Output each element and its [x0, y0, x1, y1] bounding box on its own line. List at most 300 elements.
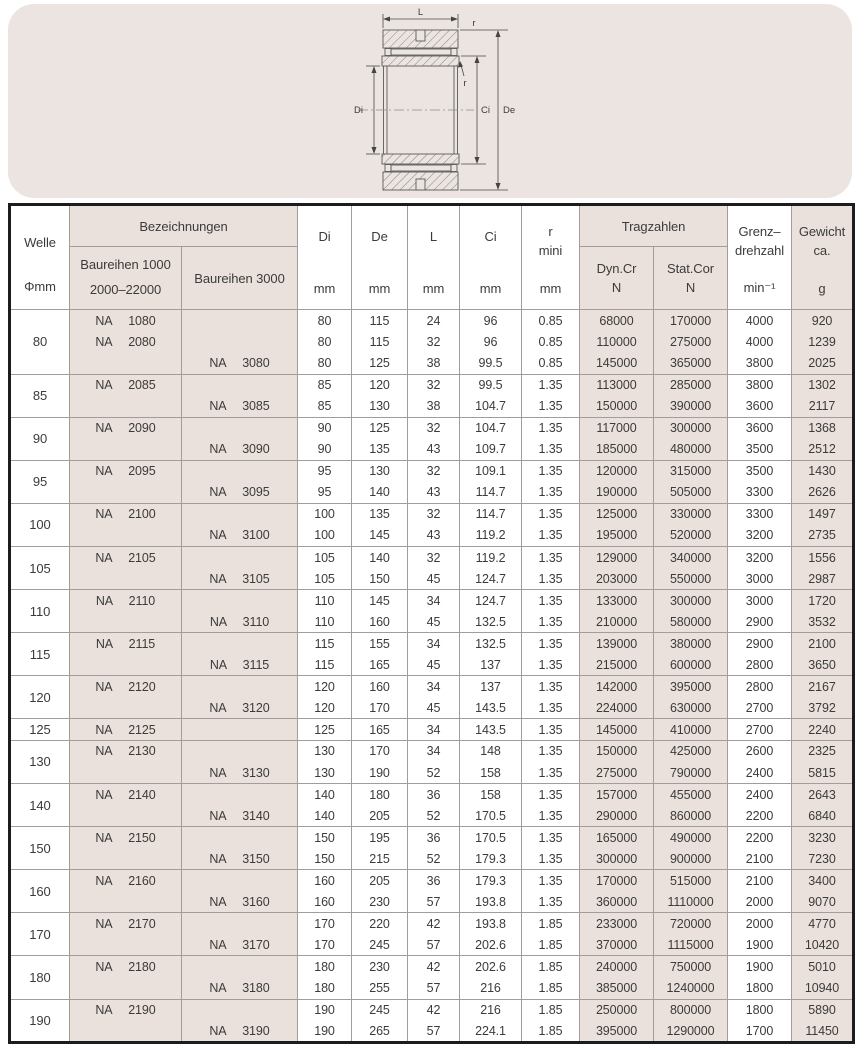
cell-welle: 85 [10, 374, 70, 417]
cell-ci: 224.1 [460, 1021, 522, 1043]
cell-grenz: 3000 [728, 590, 792, 612]
cell-gew: 3230 [792, 827, 854, 849]
cell-l: 52 [408, 805, 460, 827]
cell-l: 36 [408, 784, 460, 806]
cell-de: 125 [352, 353, 408, 375]
cell-gew: 6840 [792, 805, 854, 827]
cell-grenz: 2000 [728, 913, 792, 935]
cell-l: 57 [408, 891, 460, 913]
cell-dyn: 133000 [580, 590, 654, 612]
cell-welle: 150 [10, 827, 70, 870]
cell-di: 95 [298, 460, 352, 482]
cell-stat: 315000 [654, 460, 728, 482]
cell-gew: 4770 [792, 913, 854, 935]
table-body [10, 310, 854, 1043]
cell-de: 115 [352, 331, 408, 353]
cell-ci: 158 [460, 784, 522, 806]
cell-l: 34 [408, 740, 460, 762]
cell-b3000: NA 3130 [182, 762, 298, 784]
cell-ci: 99.5 [460, 353, 522, 375]
cell-b1000: NA 2105 [70, 547, 182, 569]
cell-b3000: NA 3100 [182, 525, 298, 547]
cell-b1000: NA 2120 [70, 676, 182, 698]
cell-grenz: 2000 [728, 891, 792, 913]
cell-b1000: NA 2130 [70, 740, 182, 762]
cell-dyn: 240000 [580, 956, 654, 978]
cell-ci: 96 [460, 310, 522, 332]
cell-l: 32 [408, 417, 460, 439]
cell-grenz: 1700 [728, 1021, 792, 1043]
cell-b1000 [70, 934, 182, 956]
header-bezeichnungen: Bezeichnungen [70, 205, 298, 247]
cell-dyn: 142000 [580, 676, 654, 698]
header-baureihen-3000: Baureihen 3000 [182, 247, 298, 310]
cell-gew: 2512 [792, 439, 854, 461]
cell-b3000: NA 3105 [182, 568, 298, 590]
cell-di: 190 [298, 999, 352, 1021]
cell-di: 150 [298, 848, 352, 870]
header-de [352, 205, 408, 310]
table-row [10, 977, 854, 999]
cell-di: 140 [298, 805, 352, 827]
dim-label-di: Di [354, 105, 363, 116]
cell-r: 1.35 [522, 740, 580, 762]
cell-de: 135 [352, 439, 408, 461]
cell-b1000: NA 2180 [70, 956, 182, 978]
cell-ci: 124.7 [460, 590, 522, 612]
cell-b1000 [70, 654, 182, 676]
cell-di: 85 [298, 374, 352, 396]
cell-l: 32 [408, 460, 460, 482]
cell-l: 57 [408, 1021, 460, 1043]
table-row [10, 417, 854, 439]
cell-dyn: 195000 [580, 525, 654, 547]
cell-dyn: 165000 [580, 827, 654, 849]
cell-dyn: 210000 [580, 611, 654, 633]
cell-ci: 109.1 [460, 460, 522, 482]
cell-grenz: 3500 [728, 439, 792, 461]
cell-r: 1.35 [522, 568, 580, 590]
table-row [10, 590, 854, 612]
cell-l: 36 [408, 827, 460, 849]
cell-de: 145 [352, 525, 408, 547]
cell-r: 1.85 [522, 999, 580, 1021]
cell-dyn: 395000 [580, 1021, 654, 1043]
cell-l: 38 [408, 353, 460, 375]
cell-de: 230 [352, 891, 408, 913]
cell-b1000: NA 2085 [70, 374, 182, 396]
header-dyn-label: Dyn.Cr [596, 260, 637, 276]
cell-l: 38 [408, 396, 460, 418]
cell-grenz: 2400 [728, 762, 792, 784]
cell-de: 165 [352, 719, 408, 741]
cell-r: 1.35 [522, 374, 580, 396]
cell-grenz: 2100 [728, 870, 792, 892]
cell-de: 160 [352, 611, 408, 633]
cell-ci: 132.5 [460, 633, 522, 655]
cell-gew: 1239 [792, 331, 854, 353]
cell-de: 195 [352, 827, 408, 849]
cell-stat: 170000 [654, 310, 728, 332]
header-baureihen1000-line1: Baureihen 1000 [80, 257, 171, 272]
cell-stat: 365000 [654, 353, 728, 375]
table-row [10, 891, 854, 913]
cell-gew: 1497 [792, 503, 854, 525]
cell-welle: 180 [10, 956, 70, 999]
cell-ci: 124.7 [460, 568, 522, 590]
cell-ci: 104.7 [460, 417, 522, 439]
cell-r: 1.35 [522, 482, 580, 504]
cell-ci: 148 [460, 740, 522, 762]
cell-b3000: NA 3140 [182, 805, 298, 827]
cell-stat: 1110000 [654, 891, 728, 913]
cell-ci: 179.3 [460, 848, 522, 870]
cell-dyn: 385000 [580, 977, 654, 999]
cell-l: 42 [408, 913, 460, 935]
cell-dyn: 139000 [580, 633, 654, 655]
bearing-spec-table [8, 203, 855, 1044]
roller-row-top [391, 49, 451, 55]
cell-dyn: 150000 [580, 740, 654, 762]
cell-gew: 2100 [792, 633, 854, 655]
inner-ring-top [382, 56, 459, 66]
cell-ci: 104.7 [460, 396, 522, 418]
cell-b1000: NA 2090 [70, 417, 182, 439]
cell-grenz: 2400 [728, 784, 792, 806]
cell-stat: 580000 [654, 611, 728, 633]
cell-de: 115 [352, 310, 408, 332]
cell-gew: 10420 [792, 934, 854, 956]
cell-stat: 425000 [654, 740, 728, 762]
cell-grenz: 2200 [728, 805, 792, 827]
cell-ci: 114.7 [460, 482, 522, 504]
header-tragzahlen: Tragzahlen [580, 205, 728, 247]
cell-stat: 285000 [654, 374, 728, 396]
cell-de: 220 [352, 913, 408, 935]
lubrication-groove [416, 30, 425, 41]
cell-dyn: 145000 [580, 353, 654, 375]
cell-di: 90 [298, 417, 352, 439]
cell-grenz: 3300 [728, 503, 792, 525]
cell-welle: 105 [10, 547, 70, 590]
table-row [10, 310, 854, 332]
inner-ring-bottom [382, 154, 459, 164]
cell-de: 135 [352, 503, 408, 525]
cell-de: 140 [352, 482, 408, 504]
cell-b1000 [70, 848, 182, 870]
cell-de: 255 [352, 977, 408, 999]
cell-b3000 [182, 913, 298, 935]
cell-b1000: NA 2115 [70, 633, 182, 655]
cell-r: 1.35 [522, 762, 580, 784]
cell-de: 265 [352, 1021, 408, 1043]
cell-b3000: NA 3110 [182, 611, 298, 633]
table-row [10, 827, 854, 849]
cell-l: 43 [408, 525, 460, 547]
cell-grenz: 2900 [728, 633, 792, 655]
cell-grenz: 4000 [728, 310, 792, 332]
cell-stat: 550000 [654, 568, 728, 590]
cell-di: 170 [298, 913, 352, 935]
roller-row-bottom [391, 165, 451, 171]
cell-dyn: 190000 [580, 482, 654, 504]
table-header [10, 205, 854, 310]
cell-gew: 2735 [792, 525, 854, 547]
cell-r: 0.85 [522, 310, 580, 332]
cell-grenz: 3300 [728, 482, 792, 504]
cell-de: 155 [352, 633, 408, 655]
cell-r: 1.35 [522, 654, 580, 676]
table-row [10, 503, 854, 525]
table-row [10, 654, 854, 676]
cell-welle: 170 [10, 913, 70, 956]
cell-b1000 [70, 353, 182, 375]
header-gewicht-line1: Gewicht [798, 224, 846, 239]
drawing-card [8, 4, 852, 198]
cell-dyn: 250000 [580, 999, 654, 1021]
cell-b1000 [70, 762, 182, 784]
cell-dyn: 224000 [580, 697, 654, 719]
cell-stat: 275000 [654, 331, 728, 353]
table-row [10, 913, 854, 935]
cell-de: 245 [352, 999, 408, 1021]
cell-stat: 390000 [654, 396, 728, 418]
cell-dyn: 275000 [580, 762, 654, 784]
cell-stat: 1240000 [654, 977, 728, 999]
header-grenz-unit: min⁻¹ [743, 280, 776, 295]
cell-de: 230 [352, 956, 408, 978]
table-row [10, 439, 854, 461]
cell-stat: 750000 [654, 956, 728, 978]
cell-r: 1.35 [522, 827, 580, 849]
table-row [10, 396, 854, 418]
cell-b1000 [70, 805, 182, 827]
cell-welle: 115 [10, 633, 70, 676]
cell-b3000: NA 3160 [182, 891, 298, 913]
cell-de: 130 [352, 396, 408, 418]
cell-grenz: 2700 [728, 697, 792, 719]
table-row [10, 676, 854, 698]
cell-stat: 520000 [654, 525, 728, 547]
cell-dyn: 157000 [580, 784, 654, 806]
cell-de: 205 [352, 805, 408, 827]
retaining-clip [385, 49, 391, 56]
cell-dyn: 113000 [580, 374, 654, 396]
cell-b3000 [182, 870, 298, 892]
header-welle [10, 205, 70, 310]
cell-welle: 130 [10, 740, 70, 783]
cell-stat: 1290000 [654, 1021, 728, 1043]
cell-di: 100 [298, 525, 352, 547]
cell-de: 215 [352, 848, 408, 870]
cell-grenz: 4000 [728, 331, 792, 353]
cell-b3000 [182, 676, 298, 698]
table-row [10, 374, 854, 396]
cell-r: 1.35 [522, 870, 580, 892]
cell-gew: 10940 [792, 977, 854, 999]
cell-r: 1.35 [522, 848, 580, 870]
cell-di: 100 [298, 503, 352, 525]
cell-r: 1.35 [522, 439, 580, 461]
cell-de: 130 [352, 460, 408, 482]
cell-r: 1.35 [522, 396, 580, 418]
cell-di: 180 [298, 977, 352, 999]
table-row [10, 784, 854, 806]
cell-dyn: 170000 [580, 870, 654, 892]
cell-ci: 132.5 [460, 611, 522, 633]
cell-b3000 [182, 503, 298, 525]
cell-l: 43 [408, 482, 460, 504]
cell-ci: 137 [460, 654, 522, 676]
cell-stat: 600000 [654, 654, 728, 676]
cell-ci: 202.6 [460, 934, 522, 956]
header-dyn-cr [580, 247, 654, 310]
cell-gew: 1556 [792, 547, 854, 569]
cell-stat: 380000 [654, 633, 728, 655]
cell-l: 52 [408, 762, 460, 784]
cell-gew: 1302 [792, 374, 854, 396]
cell-b3000 [182, 590, 298, 612]
header-l [408, 205, 460, 310]
cell-grenz: 1900 [728, 956, 792, 978]
cell-gew: 2325 [792, 740, 854, 762]
cell-welle: 90 [10, 417, 70, 460]
cell-di: 125 [298, 719, 352, 741]
header-l-unit: mm [422, 281, 445, 296]
cell-stat: 1115000 [654, 934, 728, 956]
cell-stat: 860000 [654, 805, 728, 827]
cell-b1000: NA 2160 [70, 870, 182, 892]
cell-di: 115 [298, 654, 352, 676]
header-grenzdrehzahl [728, 205, 792, 310]
header-di [298, 205, 352, 310]
cell-ci: 193.8 [460, 913, 522, 935]
cell-b3000: NA 3095 [182, 482, 298, 504]
cell-ci: 137 [460, 676, 522, 698]
cell-r: 1.35 [522, 460, 580, 482]
header-baureihen1000-line2: 2000–22000 [89, 282, 162, 297]
cell-de: 180 [352, 784, 408, 806]
dim-label-l: L [417, 7, 424, 18]
cell-r: 1.35 [522, 676, 580, 698]
dim-label-r-mid: r [463, 78, 467, 89]
cell-dyn: 125000 [580, 503, 654, 525]
cell-dyn: 215000 [580, 654, 654, 676]
cell-r: 1.85 [522, 913, 580, 935]
cell-b1000: NA 2125 [70, 719, 182, 741]
cell-welle: 140 [10, 784, 70, 827]
cell-b1000: NA 2140 [70, 784, 182, 806]
table-row [10, 999, 854, 1021]
header-de-unit: mm [368, 281, 391, 296]
cell-l: 42 [408, 999, 460, 1021]
cell-r: 1.85 [522, 977, 580, 999]
cell-b1000: NA 2110 [70, 590, 182, 612]
cell-l: 34 [408, 633, 460, 655]
cell-r: 1.35 [522, 891, 580, 913]
cell-grenz: 3600 [728, 417, 792, 439]
cell-gew: 1368 [792, 417, 854, 439]
table-row [10, 934, 854, 956]
cell-di: 105 [298, 547, 352, 569]
cell-gew: 5890 [792, 999, 854, 1021]
cell-stat: 455000 [654, 784, 728, 806]
cell-b3000 [182, 310, 298, 332]
cell-de: 150 [352, 568, 408, 590]
table-row [10, 956, 854, 978]
cell-stat: 300000 [654, 590, 728, 612]
header-r-mini [522, 205, 580, 310]
cell-dyn: 120000 [580, 460, 654, 482]
cell-b1000: NA 2190 [70, 999, 182, 1021]
cell-b1000: NA 2170 [70, 913, 182, 935]
header-r-sub: mini [538, 242, 563, 258]
cell-l: 34 [408, 676, 460, 698]
cell-di: 105 [298, 568, 352, 590]
header-r-label: r [548, 224, 553, 239]
cell-gew: 3400 [792, 870, 854, 892]
cell-ci: 170.5 [460, 805, 522, 827]
cell-b3000: NA 3115 [182, 654, 298, 676]
cell-l: 45 [408, 654, 460, 676]
retaining-clip [451, 49, 457, 56]
header-l-label: L [429, 229, 438, 244]
cell-ci: 99.5 [460, 374, 522, 396]
cell-welle: 120 [10, 676, 70, 719]
dim-label-r-top: r [472, 18, 476, 29]
cell-ci: 96 [460, 331, 522, 353]
cell-stat: 395000 [654, 676, 728, 698]
cell-dyn: 150000 [580, 396, 654, 418]
cell-ci: 119.2 [460, 525, 522, 547]
table-row [10, 525, 854, 547]
cell-b1000: NA 2095 [70, 460, 182, 482]
cell-stat: 900000 [654, 848, 728, 870]
cell-l: 42 [408, 956, 460, 978]
cell-b1000 [70, 977, 182, 999]
table-row [10, 697, 854, 719]
cell-r: 1.35 [522, 547, 580, 569]
table-row [10, 762, 854, 784]
cell-grenz: 2200 [728, 827, 792, 849]
table-row [10, 848, 854, 870]
retaining-clip [451, 165, 457, 172]
table-row [10, 1021, 854, 1043]
cell-gew: 2643 [792, 784, 854, 806]
cell-stat: 340000 [654, 547, 728, 569]
cell-de: 140 [352, 547, 408, 569]
cell-r: 1.35 [522, 697, 580, 719]
cell-b1000 [70, 439, 182, 461]
cell-de: 165 [352, 654, 408, 676]
cell-grenz: 3600 [728, 396, 792, 418]
cell-gew: 5815 [792, 762, 854, 784]
cell-r: 0.85 [522, 353, 580, 375]
cell-b1000 [70, 1021, 182, 1043]
lubrication-groove [416, 179, 425, 190]
cell-ci: 216 [460, 977, 522, 999]
cell-b3000 [182, 331, 298, 353]
cell-dyn: 233000 [580, 913, 654, 935]
cell-gew: 3792 [792, 697, 854, 719]
cell-ci: 143.5 [460, 697, 522, 719]
cell-r: 1.35 [522, 611, 580, 633]
table-row [10, 719, 854, 741]
cell-di: 190 [298, 1021, 352, 1043]
cell-l: 32 [408, 503, 460, 525]
cell-di: 90 [298, 439, 352, 461]
cell-l: 32 [408, 547, 460, 569]
